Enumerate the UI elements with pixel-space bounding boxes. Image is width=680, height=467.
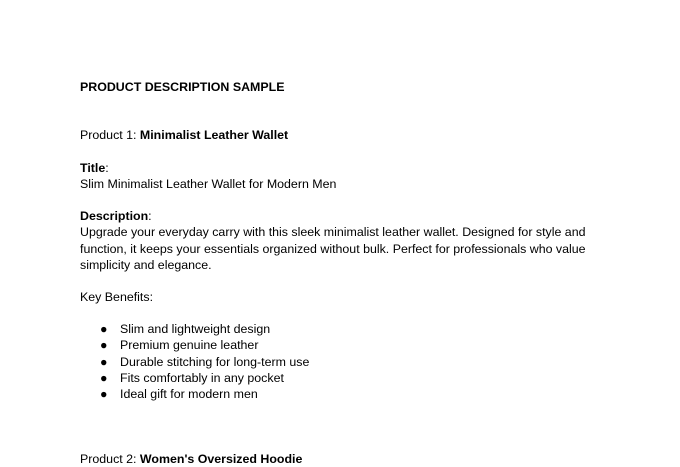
product-2-header xyxy=(80,451,302,467)
list-item-text: Ideal gift for modern men xyxy=(120,387,258,401)
bullet-icon: ● xyxy=(100,387,108,401)
bullet-icon: ● xyxy=(100,322,108,336)
list-item xyxy=(100,354,309,370)
list-item xyxy=(100,386,258,402)
key-benefits-label: Key Benefits: xyxy=(80,290,154,304)
bullet-icon: ● xyxy=(100,338,108,352)
description-line-1: Upgrade your everyday carry with this sleek minimalist leather wallet. Designed for style and xyxy=(80,225,586,239)
description-label-line xyxy=(80,208,152,224)
list-item-text: Durable stitching for long-term use xyxy=(120,355,310,369)
description-line-3: simplicity and elegance. xyxy=(80,258,212,272)
list-item-text: Slim and lightweight design xyxy=(120,322,271,336)
bullet-icon: ● xyxy=(100,355,108,369)
product-2-prefix: Product 2: xyxy=(80,452,140,466)
product-1-header xyxy=(80,127,288,143)
description-line-2: function, it keeps your essentials organized without bulk. Perfect for professionals who value xyxy=(80,242,586,256)
product-1-prefix: Product 1: xyxy=(80,128,140,142)
description-colon: : xyxy=(148,209,152,223)
product-2-name: Women's Oversized Hoodie xyxy=(139,452,303,466)
title-text: Slim Minimalist Leather Wallet for Modern Men xyxy=(80,177,337,191)
product-1-name: Minimalist Leather Wallet xyxy=(139,128,289,142)
title-colon: : xyxy=(105,161,109,175)
list-item-text: Fits comfortably in any pocket xyxy=(120,371,284,385)
list-item-text: Premium genuine leather xyxy=(120,338,259,352)
list-item xyxy=(100,370,284,386)
list-item xyxy=(100,321,270,337)
bullet-icon: ● xyxy=(100,371,108,385)
title-label: Title xyxy=(80,161,106,175)
description-label: Description xyxy=(80,209,149,223)
list-item xyxy=(100,337,258,353)
document-heading: PRODUCT DESCRIPTION SAMPLE xyxy=(80,80,285,94)
title-label-line xyxy=(80,160,109,176)
